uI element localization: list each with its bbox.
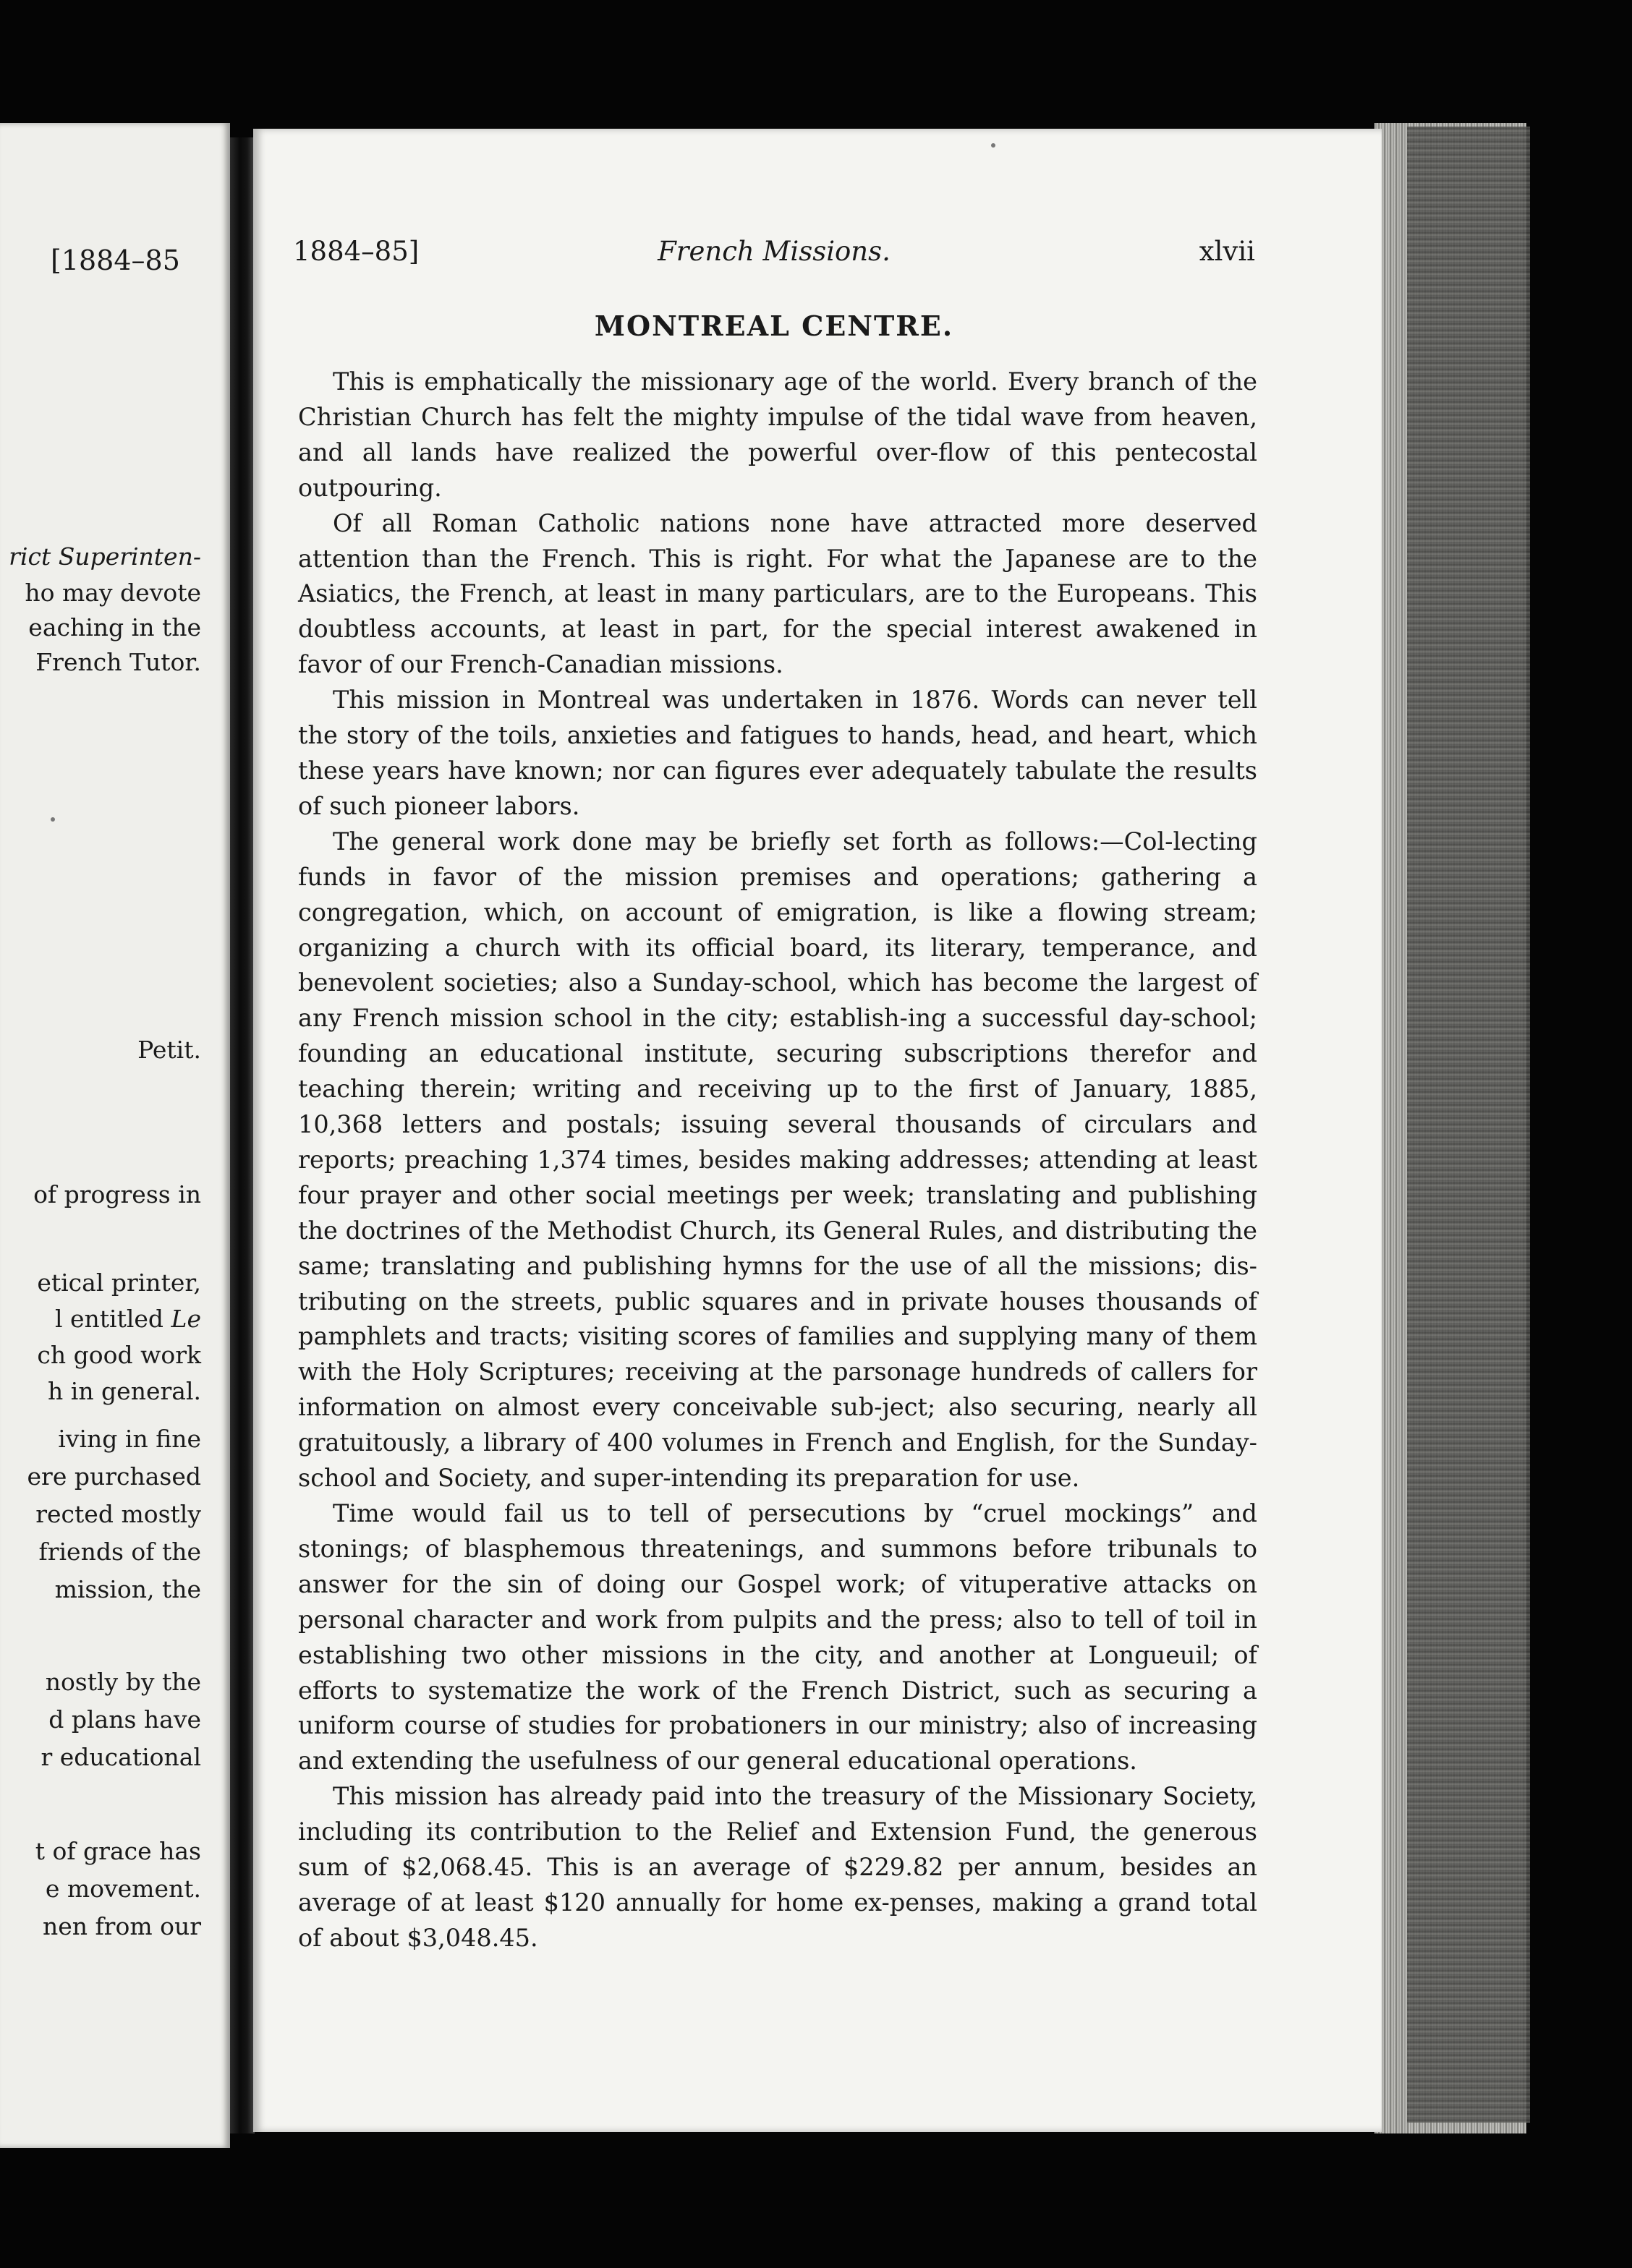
left-page-line: of progress in — [33, 1180, 201, 1208]
header-section-title: French Missions. — [658, 236, 891, 267]
article-title: MONTREAL CENTRE. — [594, 310, 954, 342]
left-page-line: nostly by the — [45, 1668, 201, 1696]
left-page-line: Petit. — [137, 1036, 201, 1064]
page-number: xlvii — [1199, 236, 1255, 267]
left-page-line: d plans have — [48, 1705, 201, 1734]
page-edges-shadow — [1407, 127, 1530, 2123]
paragraph: The general work done may be briefly set forth as follows:—Col-lecting funds in favor of the mission premises and operations; gathering a congregation, which, on account of emigration, is like a flowing stream; organizing a church with its official board, its literary, temperance, and benevolent societies; also a Sunday-school, which has become the largest of any French mission school in the city; establish-ing a successful day-school; founding an educational institute, securing subscriptions therefor and teaching therein; writing and receiving up to the first of January, 1885, 10,368 letters and postals; issuing several thousands of circulars and reports; preaching 1,374 times, besides making addresses; attending at least four prayer and other social meetings per week; translating and publishing the doctrines of the Methodist Church, its General Rules, and distributing the same; translating and publishing hymns for the use of all the missions; dis-tributing on the streets, public squares and in private houses thousands of pamphlets and tracts; visiting scores of families and supplying many of them with the Holy Scriptures; receiving at the parsonage hundreds of callers for information on almost every conceivable sub-ject; also securing, nearly all gratuitously, a library of 400 volumes in French and English, for the Sunday-school and Society, and super-intending its preparation for use. — [298, 827, 1257, 1493]
left-page-line: h in general. — [48, 1377, 201, 1405]
left-page-line: ho may devote — [25, 579, 201, 607]
left-page-line: l entitled Le — [54, 1305, 201, 1333]
paragraph: Time would fail us to tell of persecutions by “cruel mockings” and stonings; of blasphemous threatenings, and summons before tribunals to answer for the sin of doing our Gospel work; of vituperative attacks on personal character and work from pulpits and the press; also to tell of toil in establishing two other missions in the city, and another at Longueuil; of efforts to systematize the work of the French District, such as securing a uniform course of studies for probationers in our ministry; also of increasing and extending the usefulness of our general educational operations. — [298, 1499, 1257, 1775]
paragraph: Of all Roman Catholic nations none have attracted more deserved attention than the French. This is right. For what the Japanese are to the Asiatics, the French, at least in many particulars, are to the Europeans. This doubtless accounts, at least in part, for the special interest awakened in favor of our French-Canadian missions. — [298, 508, 1257, 679]
left-page-line: ch good work — [37, 1341, 201, 1369]
left-page-header: [1884–85 — [51, 244, 180, 276]
left-page-line: etical printer, — [37, 1269, 201, 1297]
left-page-line: nen from our — [42, 1912, 201, 1940]
article-body — [298, 364, 1257, 1956]
left-page-line: iving in fine — [58, 1425, 201, 1453]
speck — [991, 143, 995, 148]
book-gutter — [230, 137, 255, 2133]
speck — [51, 817, 55, 822]
left-page-line: ere purchased — [27, 1462, 201, 1491]
left-page-line: r educational — [41, 1743, 201, 1771]
running-header — [293, 236, 1255, 272]
left-page-line: friends of the — [38, 1538, 201, 1566]
left-page — [0, 123, 230, 2148]
italic-word: Le — [171, 1305, 201, 1333]
left-page-line: t of grace has — [35, 1837, 201, 1865]
paragraph: This mission in Montreal was undertaken in 1876. Words can never tell the story of the toils, anxieties and fatigues to hands, head, and heart, which these years have known; nor can figures ever adequately tabulate the results of such pioneer labors. — [298, 686, 1257, 820]
left-page-line: eaching in the — [28, 613, 201, 641]
left-page-line: e movement. — [45, 1875, 201, 1903]
paragraph: This is emphatically the missionary age of the world. Every branch of the Christian Church has felt the mighty impulse of the tidal wave from heaven, and all lands have realized the powerful over-flow of this pentecostal outpouring. — [298, 367, 1257, 502]
left-page-line: rected mostly — [35, 1500, 201, 1528]
paragraph: This mission has already paid into the treasury of the Missionary Society, including its contribution to the Relief and Extension Fund, the generous sum of $2,068.45. This is an average of $229.82 per annum, besides an average of at least $120 annually for home ex-penses, making a grand total of about $3,048.45. — [298, 1782, 1257, 1952]
left-page-line: rict Superinten- — [9, 542, 201, 571]
left-page-line: mission, the — [54, 1575, 201, 1603]
left-page-line: French Tutor. — [35, 648, 201, 676]
header-year: 1884–85] — [293, 236, 420, 267]
